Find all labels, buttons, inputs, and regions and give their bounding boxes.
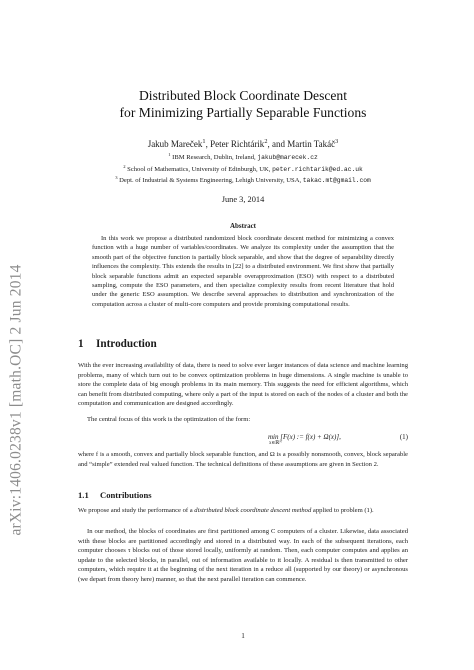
affiliation-3-text: Dept. of Industrial & Systems Engineering, Lehigh University, USA, — [117, 177, 303, 184]
author-3-mark: 3 — [335, 138, 339, 145]
subsection-heading-contributions — [78, 490, 408, 500]
affiliation-2-text: School of Mathematics, University of Edinburgh, UK, — [125, 165, 273, 173]
author-2: Peter Richtárik — [210, 139, 265, 149]
contributions-p1-lead: We propose and study the performance of a — [78, 507, 195, 514]
author-1: Jakub Mareček — [147, 139, 203, 149]
intro-paragraph-2: The central focus of this work is the optimization of the form: — [87, 416, 251, 423]
affiliation-2 — [78, 164, 408, 176]
subsection-number: 1.1 — [78, 490, 89, 500]
affiliation-1-mark: 1 — [168, 151, 171, 157]
affiliation-1 — [78, 152, 408, 164]
equation-subscript: x∈ℝᴺ — [269, 441, 282, 446]
author-list — [78, 138, 408, 150]
contributions-paragraph-1 — [78, 506, 408, 516]
affiliation-1-text: IBM Research, Dublin, Ireland, — [170, 154, 258, 161]
affiliation-2-mark: 2 — [123, 163, 126, 169]
author-1-mark: 1 — [202, 138, 206, 145]
equation-label: (1) — [399, 433, 408, 441]
affiliation-3-email: takac.mt@gmail.com — [302, 177, 371, 184]
paper-date: June 3, 2014 — [221, 195, 265, 204]
arxiv-identifier: arXiv:1406.0238v1 [math.OC] 2 Jun 2014 — [8, 264, 26, 536]
affiliation-2-email: peter.richtarik@ed.ac.uk — [272, 165, 363, 173]
contributions-p1-tail: applied to problem (1). — [311, 507, 374, 514]
author-3: Martin Takáč — [287, 139, 336, 149]
abstract-heading: Abstract — [229, 222, 257, 230]
title-line-2: for Minimizing Partially Separable Functions — [119, 105, 367, 120]
contributions-paragraph-2: In our method, the blocks of coordinates are first partitioned among C computers of a cluster. Likewise, data associated with these blocks are partitioned accordingly and stored in a distributed way. In each of the subsequent iterations, each computer chooses τ blocks out of those stored locally, uniformly at random. Then, each computer computes and applies an update to the selected blocks, in parallel, out of information available to it locally. A residual is then transmitted to other computers, which require it at the beginning of the next iteration in a reduce all (supported by our theory) or asynchronous (we depart from theory here) manner, so that the next parallel iteration can commence. — [78, 528, 408, 583]
page-number: 1 — [241, 632, 245, 640]
arxiv-margin-stamp — [2, 200, 32, 600]
author-2-mark: 2 — [264, 138, 268, 145]
section-title: Introduction — [96, 338, 157, 350]
equation-text: min [F(x) := f(x) + Ω(x)], — [268, 433, 341, 441]
affiliation-3-mark: 3 — [115, 174, 118, 180]
section-heading-introduction — [78, 338, 408, 350]
affiliation-1-email: jakub@marecek.cz — [257, 154, 318, 161]
equation-1 — [78, 429, 408, 451]
subsection-title: Contributions — [100, 490, 152, 500]
section-number: 1 — [78, 338, 84, 350]
author-separator-2: , and — [267, 139, 288, 149]
equation-formula — [268, 433, 468, 446]
affiliation-3 — [78, 175, 408, 187]
abstract-text: In this work we propose a distributed randomized block coordinate descent method for minimizing a convex function with a huge number of variables/coordinates. We analyze its complexity under the assumption that the smooth part of the objective function is partially block separable, and show that the degree of separability directly influences the complexity. This extends the results in [22] to a distributed environment. We first show that partially block separable functions admit an expected separable overapproximation (ESO) with respect to a distributed sampling, compute the ESO parameters, and then specialize complexity results from recent literature that hold under the generic ESO assumption. We describe several approaches to distribution and synchronization of the computation across a cluster of multi-core computers and provide promising computational results. — [92, 235, 394, 308]
intro-paragraph-3: where f is a smooth, convex and partially block separable function, and Ω is a possibly nonsmooth, convex, block separable and “simple” extended real valued function. The technical definitions of these assumptions are given in Section 2. — [78, 451, 408, 468]
contributions-p1-emphasis: distributed block coordinate descent method — [194, 507, 312, 514]
intro-paragraph-1: With the ever increasing availability of data, there is need to solve ever larger instances of data science and machine learning problems, many of which turn out to be convex optimization problems in huge dimensions. A single machine is unable to store the complete data of big enough problems in its main memory. This suggests the need for efficient algorithms, which can benefit from distributed computing, where only a part of the input is stored on each of the nodes of a cluster and both the computation and communication are designed accordingly. — [78, 362, 408, 407]
affiliations — [78, 152, 408, 187]
author-separator-1: , — [205, 139, 211, 149]
title-line-1: Distributed Block Coordinate Descent — [138, 88, 347, 103]
paper-title — [78, 87, 408, 121]
